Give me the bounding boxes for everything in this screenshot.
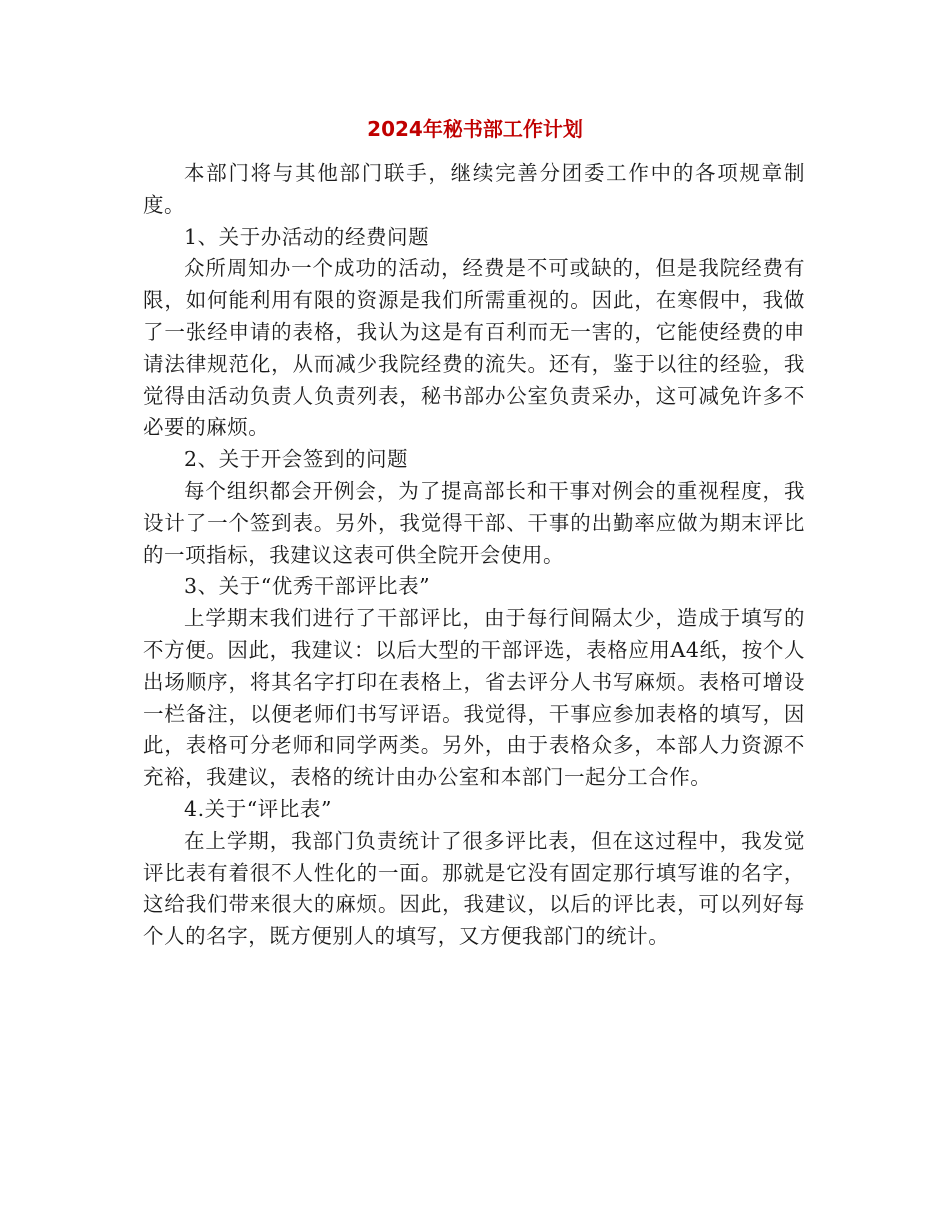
section-heading-3: 3、关于“优秀干部评比表” [184, 574, 431, 599]
paragraph-intro: 本部门将与其他部门联手，继续完善分团委工作中的各项规章制度。 [143, 161, 805, 217]
paragraph-section-4: 在上学期，我部门负责统计了很多评比表，但在这过程中，我发觉评比表有着很不人性化的一面。那就是它没有固定那行填写谁的名字，这给我们带来很大的麻烦。因此，我建议，以后的评比表，可以列好每个人的名字，既方便别人的填写，又方便我部门的统计。 [143, 828, 805, 949]
paragraph-section-1: 众所周知办一个成功的活动，经费是不可或缺的，但是我院经费有限，如何能利用有限的资源是我们所需重视的。因此，在寒假中，我做了一张经申请的表格，我认为这是有百利而无一害的，它能使经费的申请法律规范化，从而减少我院经费的流失。还有，鉴于以往的经验，我觉得由活动负责人负责列表，秘书部办公室负责采办，这可减免许多不必要的麻烦。 [143, 256, 805, 440]
paragraph-section-3: 上学期末我们进行了干部评比，由于每行间隔太少，造成于填写的不方便。因此，我建议：以后大型的干部评选，表格应用A4纸，按个人出场顺序，将其名字打印在表格上，省去评分人书写麻烦。表格可增设一栏备注，以便老师们书写评语。我觉得，干事应参加表格的填写，因此，表格可分老师和同学两类。另外，由于表格众多，本部人力资源不充裕，我建议，表格的统计由办公室和本部门一起分工合作。 [143, 606, 805, 790]
section-heading-4: 4.关于“评比表” [184, 796, 332, 821]
paragraph-section-2: 每个组织都会开例会，为了提高部长和干事对例会的重视程度，我设计了一个签到表。另外，我觉得干部、干事的出勤率应做为期末评比的一项指标，我建议这表可供全院开会使用。 [143, 478, 805, 567]
document-title: 2024年秘书部工作计划 [367, 117, 583, 141]
document-body [143, 158, 805, 953]
section-heading-1: 1、关于办活动的经费问题 [184, 224, 430, 249]
section-heading-2: 2、关于开会签到的问题 [184, 447, 409, 472]
